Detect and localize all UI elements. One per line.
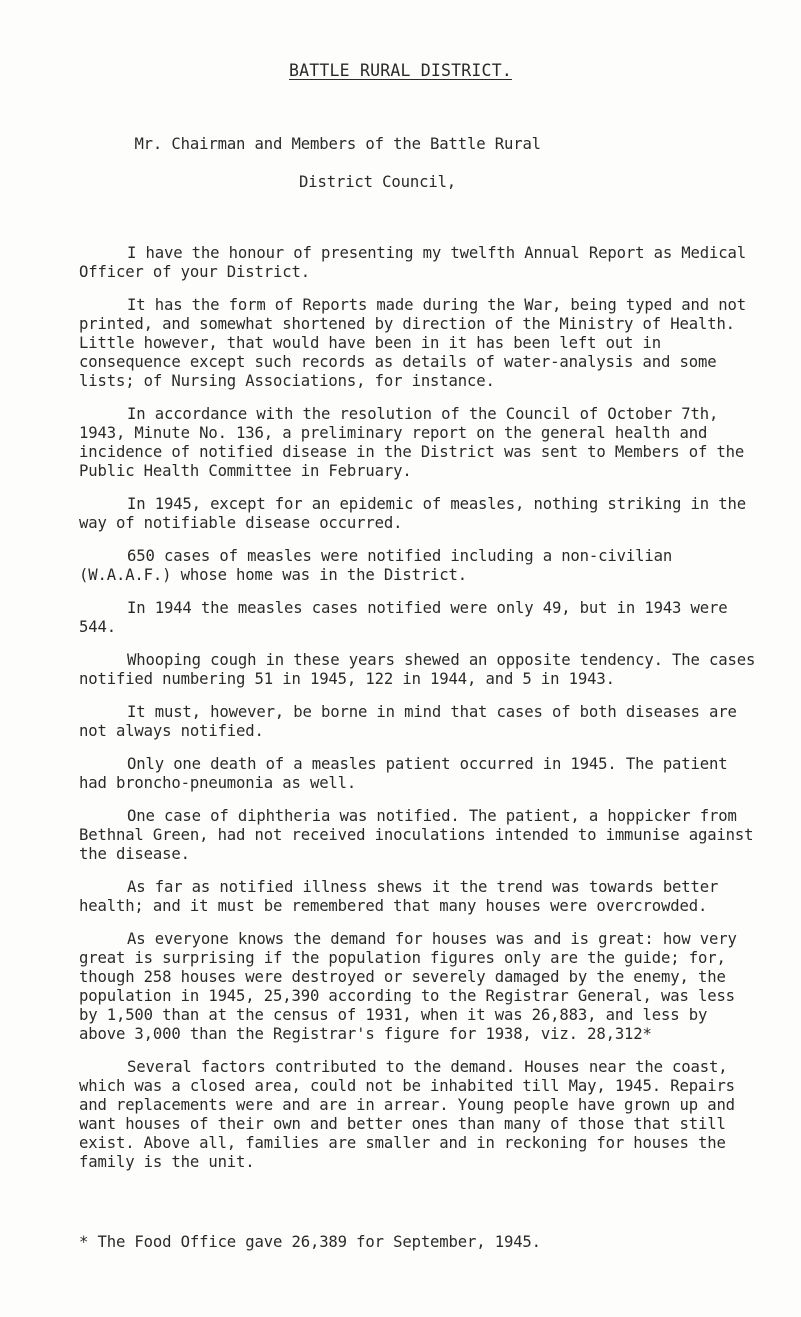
paragraph-7: Whooping cough in these years shewed an opposite tendency. The cases notified numbering 51 in 1945, 122 in 1944, and 5 in 1943. bbox=[79, 651, 765, 688]
district-header: BATTLE RURAL DISTRICT. bbox=[289, 61, 512, 80]
paragraph-11: As far as notified illness shews it the trend was towards better health; and it must be remembered that many houses were overcrowded. bbox=[79, 878, 728, 915]
paragraph-10: One case of diphtheria was notified. The patient, a hoppicker from Bethnal Green, had not received inoculations intended to immunise against the disease. bbox=[79, 807, 763, 863]
footnote: * The Food Office gave 26,389 for September, 1945. bbox=[79, 1233, 541, 1251]
paragraph-8: It must, however, be borne in mind that cases of both diseases are not always notified. bbox=[79, 703, 746, 740]
paragraph-13: Several factors contributed to the demand. Houses near the coast, which was a closed area, could not be inhabited till May, 1945. Repairs and replacements were and are in arrear. Young people have grown up and want houses of their own and better ones than many of those that still exist. Above all, families are smaller and in reckoning for houses the family is the unit. bbox=[79, 1058, 745, 1171]
paragraph-2: It has the form of Reports made during the War, being typed and not printed, and somewhat shortened by direction of the Ministry of Health. Little however, that would have been in it has been left out in consequence except such records as details of water-analysis and some lists; of Nursing Associations, for instance. bbox=[79, 296, 756, 390]
paragraph-1: I have the honour of presenting my twelfth Annual Report as Medical Officer of your District. bbox=[79, 244, 756, 281]
paragraph-3: In accordance with the resolution of the Council of October 7th, 1943, Minute No. 136, a preliminary report on the general health and incidence of notified disease in the District was sent to Members of the Public Health Committee in February. bbox=[79, 405, 754, 480]
paragraph-6: In 1944 the measles cases notified were only 49, but in 1943 were 544. bbox=[79, 599, 737, 636]
paragraph-4: In 1945, except for an epidemic of measles, nothing striking in the way of notifiable disease occurred. bbox=[79, 495, 756, 532]
report-body bbox=[79, 116, 765, 1186]
salutation-line-2: District Council, bbox=[299, 173, 457, 191]
paragraph-12: As everyone knows the demand for houses was and is great: how very great is surprising if the population figures only are the guide; for, though 258 houses were destroyed or severely damaged by the enemy, the population in 1945, 25,390 according to the Registrar General, was less by 1,500 than at the census of 1931, when it was 26,883, and less by above 3,000 than the Registrar's figure for 1938, viz. 28,312* bbox=[79, 930, 746, 1043]
salutation-line-1: Mr. Chairman and Members of the Battle Rural bbox=[134, 135, 541, 153]
salutation bbox=[79, 116, 759, 230]
paragraph-9: Only one death of a measles patient occurred in 1945. The patient had broncho-pneumonia as well. bbox=[79, 755, 737, 792]
paragraph-5: 650 cases of measles were notified including a non-civilian (W.A.A.F.) whose home was in the District. bbox=[79, 547, 682, 584]
